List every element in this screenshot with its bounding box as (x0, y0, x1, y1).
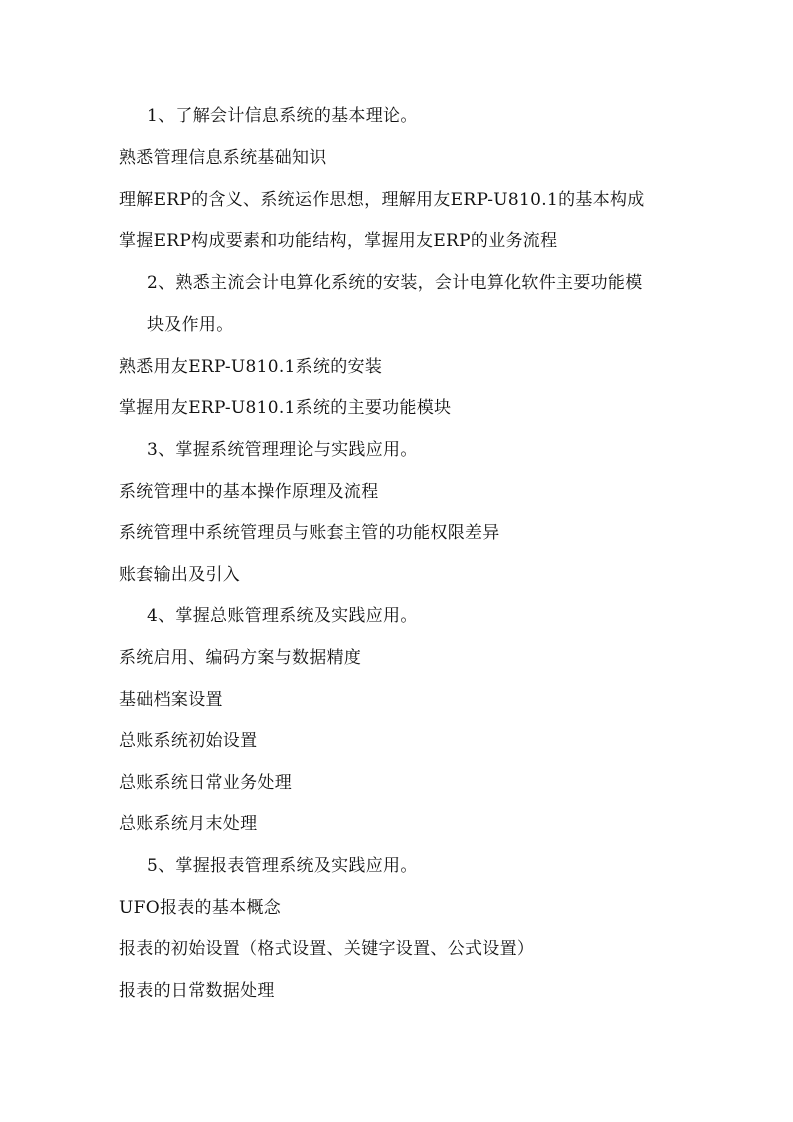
list-item: 基础档案设置 (119, 690, 223, 710)
section-heading-3: 3、掌握系统管理理论与实践应用。 (147, 440, 418, 460)
list-item: 账套输出及引入 (119, 565, 241, 585)
list-item: 报表的日常数据处理 (119, 981, 275, 1001)
list-item: 系统启用、编码方案与数据精度 (119, 648, 362, 668)
list-item: UFO报表的基本概念 (119, 898, 282, 918)
list-item: 熟悉用友ERP-U810.1系统的安装 (119, 357, 383, 377)
list-item: 系统管理中系统管理员与账套主管的功能权限差异 (119, 523, 500, 543)
section-heading-4: 4、掌握总账管理系统及实践应用。 (147, 606, 418, 626)
list-item: 总账系统日常业务处理 (119, 773, 292, 793)
list-item: 熟悉管理信息系统基础知识 (119, 148, 327, 168)
list-item: 理解ERP的含义、系统运作思想，理解用友ERP-U810.1的基本构成 (119, 190, 645, 210)
list-item: 报表的初始设置（格式设置、关键字设置、公式设置） (119, 939, 535, 959)
section-heading-1: 1、了解会计信息系统的基本理论。 (147, 106, 418, 126)
list-item: 总账系统初始设置 (119, 731, 258, 751)
section-heading-2: 2、熟悉主流会计电算化系统的安装，会计电算化软件主要功能模 (147, 273, 643, 293)
list-item: 系统管理中的基本操作原理及流程 (119, 482, 379, 502)
section-heading-2-continued: 块及作用。 (147, 315, 234, 335)
list-item: 掌握ERP构成要素和功能结构，掌握用友ERP的业务流程 (119, 231, 558, 251)
section-heading-5: 5、掌握报表管理系统及实践应用。 (147, 856, 418, 876)
list-item: 掌握用友ERP-U810.1系统的主要功能模块 (119, 398, 452, 418)
list-item: 总账系统月末处理 (119, 814, 258, 834)
